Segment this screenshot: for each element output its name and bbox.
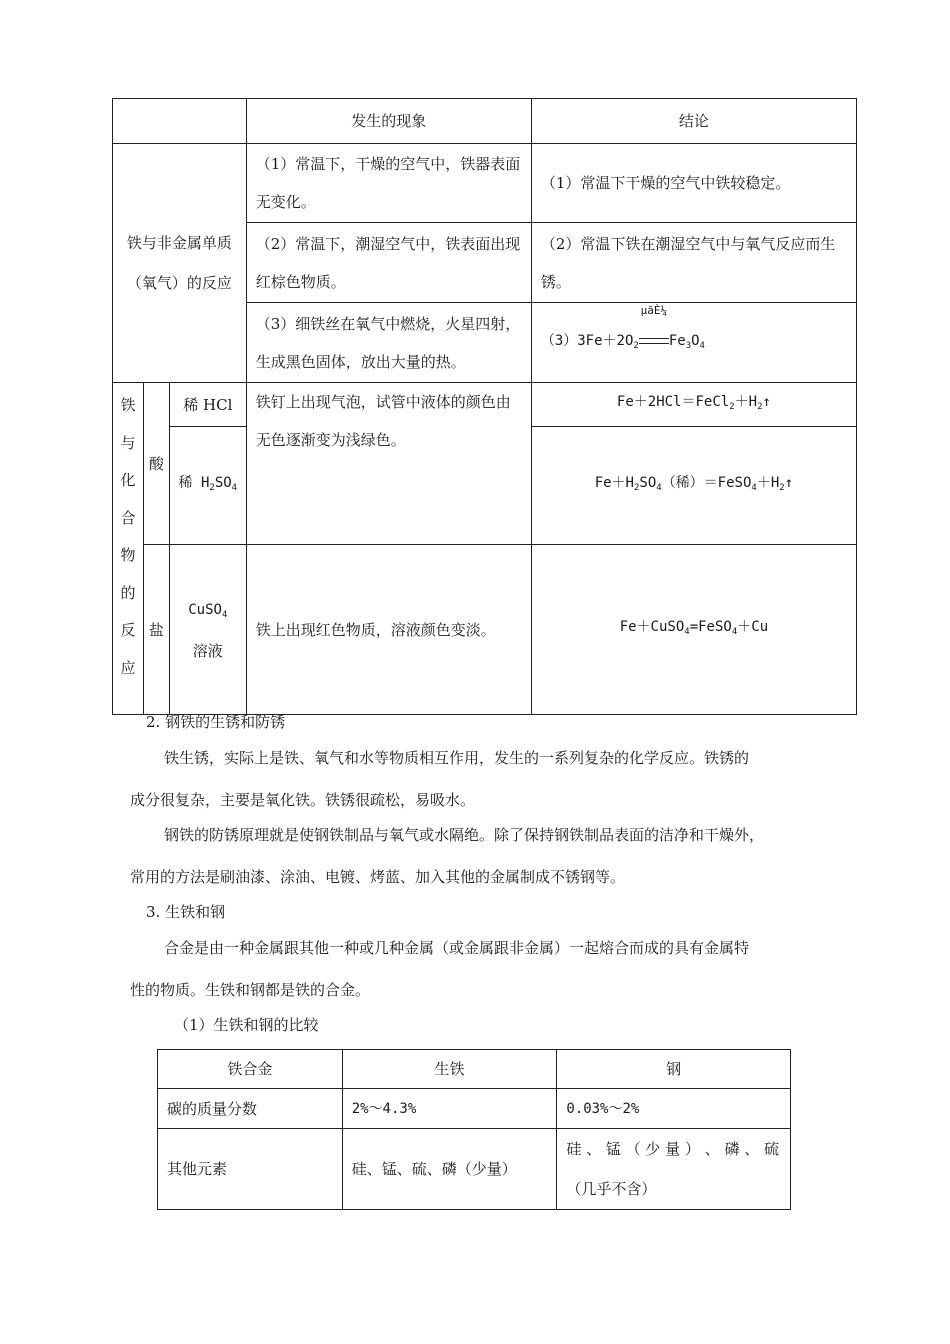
header-conclusion: 结论 [531, 99, 856, 144]
compound-group-char: 合 [120, 508, 136, 527]
row-elements-pig-iron: 硅、锰、硫、磷（少量） [342, 1129, 557, 1210]
acid-phenomenon: 铁钉上出现气泡，试管中液体的颜色由无色逐渐变为浅绿色。 [246, 383, 531, 545]
row-elements-steel: 硅 、 锰 （ 少 量 ） 、 磷 、 硫 （几乎不含） [557, 1129, 791, 1210]
compound-group-char: 物 [120, 546, 136, 564]
col-header-pig-iron: 生铁 [342, 1050, 557, 1089]
oxygen-phenomenon-1: （1）常温下，干燥的空气中，铁器表面无变化。 [246, 144, 531, 223]
iron-reactions-table [112, 98, 857, 715]
salt-phenomenon: 铁上出现红色物质，溶液颜色变淡。 [246, 545, 531, 715]
cuso4-label: CuSO$_4$ 溶液 [169, 545, 246, 715]
section2-para1-line2: 成分很复杂，主要是氧化铁。铁锈很疏松，易吸水。 [130, 791, 476, 809]
section3-subheading: （1）生铁和钢的比较 [174, 1016, 319, 1034]
compound-group-char: 的 [120, 583, 136, 602]
oxygen-conclusion-1: （1）常温下干燥的空气中铁较稳定。 [531, 144, 856, 223]
col-header-alloy: 铁合金 [158, 1050, 343, 1089]
section2-para2-line2: 常用的方法是刷油漆、涂油、电镀、烤蓝、加入其他的金属制成不锈钢等。 [130, 868, 626, 886]
section2-heading: 2. 钢铁的生锈和防锈 [146, 713, 286, 731]
section2-para1-line1: 铁生锈，实际上是铁、氧气和水等物质相互作用，发生的一系列复杂的化学反应。铁锈的 [164, 749, 750, 767]
reaction-condition: µãÈ¼ [640, 303, 668, 317]
section3-para-line1: 合金是由一种金属跟其他一种或几种金属（或金属跟非金属）一起熔合而成的具有金属特 [164, 939, 750, 957]
header-phenomenon: 发生的现象 [246, 99, 531, 144]
compound-group-label [113, 383, 144, 715]
hcl-equation: $Fe+2HCl=FeCl_2+H_2↑$ [531, 383, 856, 427]
oxygen-group-label: 铁与非金属单质（氧气）的反应 [113, 144, 247, 383]
h2so4-equation: $Fe+H_2SO_4$（稀）$=FeSO_4+H_2↑$ [531, 427, 856, 545]
row-carbon-pig-iron: 2%～4.3% [342, 1089, 557, 1129]
oxygen-conclusion-3 [531, 303, 856, 383]
compound-group-char: 化 [120, 471, 136, 489]
row-elements-label: 其他元素 [158, 1129, 343, 1210]
compound-group-char: 铁 [120, 396, 136, 414]
section3-heading: 3. 生铁和钢 [146, 903, 226, 921]
compound-group-char: 应 [120, 658, 136, 677]
combustion-equation: $(3)3Fe+2O_2$ µãÈ¼ $Fe_3O_4$ [540, 303, 705, 351]
salt-label: 盐 [143, 545, 169, 715]
compound-group-char: 反 [120, 621, 136, 639]
cuso4-equation: Fe＋CuSO$_4$=FeSO$_4$＋Cu [531, 545, 856, 715]
iron-steel-comparison-table [157, 1049, 791, 1210]
compound-group-char: 与 [120, 433, 136, 452]
oxygen-conclusion-2: （2）常温下铁在潮湿空气中与氧气反应而生锈。 [531, 223, 856, 303]
h2so4-label: 稀 $H_2SO_4$ [169, 427, 246, 545]
row-carbon-label: 碳的质量分数 [158, 1089, 343, 1129]
acid-label: 酸 [143, 383, 169, 545]
hcl-label: 稀 HCl [169, 383, 246, 427]
section2-para2-line1: 钢铁的防锈原理就是使钢铁制品与氧气或水隔绝。除了保持钢铁制品表面的洁净和干燥外， [164, 826, 765, 844]
compound-group-text [113, 387, 143, 687]
row-carbon-steel: 0.03%～2% [557, 1089, 791, 1129]
oxygen-phenomenon-3: （3）细铁丝在氧气中燃烧，火星四射，生成黑色固体，放出大量的热。 [246, 303, 531, 383]
col-header-steel: 钢 [557, 1050, 791, 1089]
section3-para-line2: 性的物质。生铁和钢都是铁的合金。 [130, 981, 371, 999]
oxygen-phenomenon-2: （2）常温下，潮湿空气中，铁表面出现红棕色物质。 [246, 223, 531, 303]
header-empty-cell [113, 99, 247, 144]
